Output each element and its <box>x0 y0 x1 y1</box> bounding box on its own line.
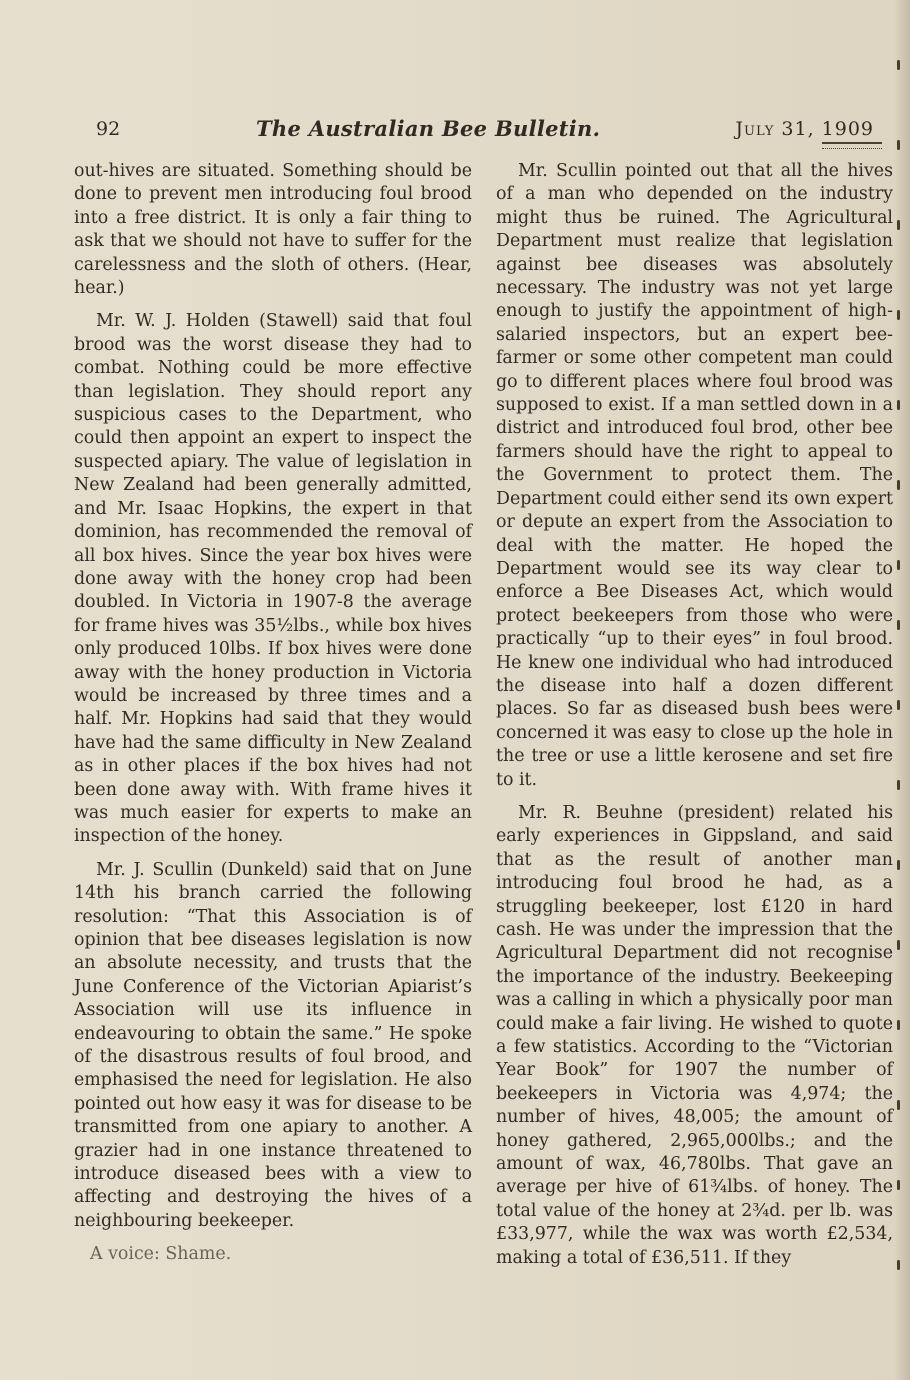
paragraph: out-hives are situated. Something should be done to prevent men introducing foul brood into a free district. It is only a fair thing to ask that we should not have to suffer for the carelessness and the sloth of others. (Hear, hear.) <box>74 161 472 299</box>
page-header <box>96 118 876 148</box>
header-ornament <box>822 142 882 149</box>
paragraph: Mr. W. J. Holden (Stawell) said that foul brood was the worst disease they had to combat. Nothing could be more effective than legislation. They should report any suspicious cases to the Department, who could then appoint an expert to inspect the suspected apiary. The value of legislation in New Zealand had been generally admitted, and Mr. Isaac Hopkins, the expert in that dominion, has recommended the removal of all box hives. Since the year box hives were done away with the honey crop had been doubled. In Victoria in 1907-8 the average for frame hives was 35½lbs., while box hives only produced 10lbs. If box hives were done away with the honey production in Victoria would be increased by three times and a half. Mr. Hopkins had said that they would have had the same difficulty in New Zealand as in other places if the box hives had not been done away with. With frame hives it was much easier for experts to make an inspection of the honey. <box>74 311 472 847</box>
right-margin-marks <box>894 60 908 1320</box>
paragraph: Mr. Scullin pointed out that all the hives of a man who depended on the industry might thus be ruined. The Agricultural Department must realize that legislation against bee diseases was absolutely necessary. The industry was not yet large enough to justify the appointment of high-salaried inspectors, but an expert bee-farmer or some other competent man could go to different places where foul brood was supposed to exist. If a man settled down in a district and introduced foul brod, other bee farmers should have the right to appeal to the Government to protect them. The Department could either send its own expert or depute an expert from the Association to deal with the matter. He hoped the Department would see its way clear to enforce a Bee Diseases Act, which would protect beekeepers from those who were practically “up to their eyes” in foul brood. He knew one individual who had introduced the disease into half a dozen different places. So far as diseased bush bees were concerned it was easy to close up the hole in the tree or use a little kerosene and set fire to it. <box>496 161 893 790</box>
left-column <box>74 160 472 1277</box>
paragraph: Mr. R. Beuhne (president) related his early experiences in Gippsland, and said that as the result of another man introducing foul brood he had, as a struggling beekeeper, lost £120 in hard cash. He was under the impression that the Agricultural Department did not recognise the importance of the industry. Beekeeping was a calling in which a physically poor man could make a fair living. He wished to quote a few statistics. According to the “Victorian Year Book” for 1907 the number of beekeepers in Victoria was 4,974; the number of hives, 48,005; the amount of honey gathered, 2,965,000lbs.; and the amount of wax, 46,780lbs. That gave an average per hive of 61¾lbs. of honey. The total value of the honey at 2¾d. per lb. was £33,977, while the wax was worth £2,534, making a total of £36,511. If they <box>496 802 893 1268</box>
journal-title: The Australian Bee Bulletin. <box>256 116 601 141</box>
paragraph: Mr. J. Scullin (Dunkeld) said that on June 14th his branch carried the following resolution: “That this Association is of opinion that bee diseases legislation is now an absolute necessity, and trusts that the June Conference of the Victorian Apiarist’s Association will use its influence in endeavouring to obtain the same.” He spoke of the disastrous results of foul brood, and emphasised the need for legislation. He also pointed out how easy it was for disease to be transmitted from one apiary to another. A grazier had in one instance threatened to introduce diseased bees with a view to affecting and destroying the hives of a neighbouring beekeeper. <box>74 859 472 1231</box>
issue-date: July 31, 1909 <box>735 118 874 140</box>
interjection: A voice: Shame. <box>90 1244 232 1265</box>
page-number: 92 <box>96 118 121 140</box>
right-column <box>496 160 893 1280</box>
